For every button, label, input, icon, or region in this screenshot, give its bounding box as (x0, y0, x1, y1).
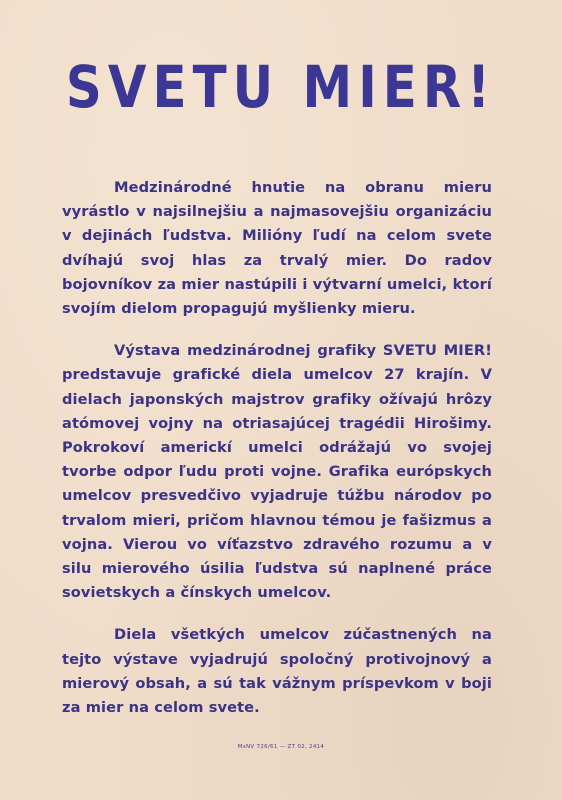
paragraph-closing: Diela všetkých umelcov zúčastnených na tejto výstave vyjadrujú spoločný protivojnový a mierový obsah, a sú tak vážnym príspevkom v boji za mier na celom svete. (62, 626, 492, 717)
poster-headline: SVETU MIER! (65, 53, 497, 121)
paragraph-intro: Medzinárodné hnutie na obranu mieru vyrástlo v najsilnejšiu a najmasovejšiu organizáciu v dejinách ľudstva. Milióny ľudí na celom svete dvíhajú svoj hlas za trvalý mier. Do radov bojovníkov za mier nastúpili i výtvarní umelci, ktorí svojím dielom propagujú myšlienky mieru. (62, 179, 492, 318)
paragraph-exhibition: Výstava medzinárodnej grafiky SVETU MIER! predstavuje grafické diela umelcov 27 krajín. V dielach japonských majstrov grafiky ožívajú hrôzy atómovej vojny na otriasajúcej tragédii Hirošimy. Pokrokoví americkí umelci odrážajú vo svojej tvorbe odpor ľudu proti vojne. Grafika európskych umelcov presvedčivo vyjadruje túžbu národov po trvalom mieri, pričom hlavnou témou je fašizmus a vojna. Vierou vo víťazstvo zdravého rozumu a v silu mierového úsilia ľudstva sú naplnené práce sovietskych a čínskych umelcov. (62, 342, 492, 602)
printer-imprint: MsNV 726/61 — ZT 02, 2414 (237, 744, 325, 750)
poster-body-text (62, 176, 492, 738)
